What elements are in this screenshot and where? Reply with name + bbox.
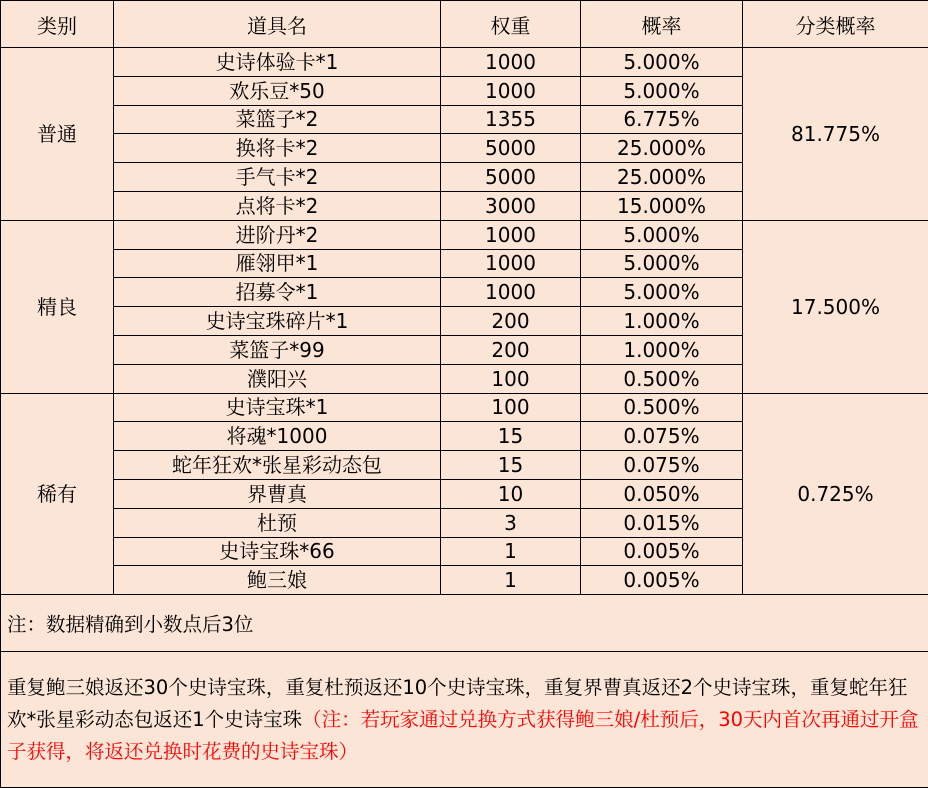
item-probability: 0.075%	[581, 422, 743, 451]
header-probability: 概率	[581, 1, 743, 48]
header-category: 类别	[1, 1, 114, 48]
item-probability: 1.000%	[581, 335, 743, 364]
item-probability: 25.000%	[581, 163, 743, 192]
item-weight: 100	[441, 364, 581, 393]
item-weight: 200	[441, 335, 581, 364]
item-name: 杜预	[114, 508, 441, 537]
category-probability-cell: 17.500%	[743, 220, 928, 393]
item-name: 鲍三娘	[114, 566, 441, 595]
item-weight: 10	[441, 479, 581, 508]
item-name: 点将卡*2	[114, 191, 441, 220]
item-name: 菜篮子*2	[114, 105, 441, 134]
item-weight: 3000	[441, 191, 581, 220]
item-weight: 1000	[441, 278, 581, 307]
item-name: 招募令*1	[114, 278, 441, 307]
item-probability: 5.000%	[581, 76, 743, 105]
item-name: 雁翎甲*1	[114, 249, 441, 278]
table-row	[1, 220, 928, 249]
item-probability: 0.005%	[581, 537, 743, 566]
item-probability: 5.000%	[581, 278, 743, 307]
header-category-probability: 分类概率	[743, 1, 928, 48]
item-probability: 0.050%	[581, 479, 743, 508]
item-weight: 1000	[441, 249, 581, 278]
category-cell: 普通	[1, 48, 114, 221]
item-probability: 0.075%	[581, 451, 743, 480]
item-name: 界曹真	[114, 479, 441, 508]
category-probability-cell: 81.775%	[743, 48, 928, 221]
item-probability: 5.000%	[581, 249, 743, 278]
category-cell: 精良	[1, 220, 114, 393]
header-weight: 权重	[441, 1, 581, 48]
header-item-name: 道具名	[114, 1, 441, 48]
item-weight: 5000	[441, 163, 581, 192]
item-name: 进阶丹*2	[114, 220, 441, 249]
item-weight: 200	[441, 307, 581, 336]
category-cell: 稀有	[1, 393, 114, 595]
item-name: 史诗宝珠碎片*1	[114, 307, 441, 336]
table-row	[1, 393, 928, 422]
item-name: 史诗体验卡*1	[114, 48, 441, 77]
item-name: 手气卡*2	[114, 163, 441, 192]
item-probability: 5.000%	[581, 48, 743, 77]
item-probability: 0.005%	[581, 566, 743, 595]
refund-description: 重复鲍三娘返还30个史诗宝珠，重复杜预返还10个史诗宝珠，重复界曹真返还2个史诗宝珠，重复蛇年狂欢*张星彩动态包返还1个史诗宝珠	[7, 675, 908, 731]
item-weight: 1	[441, 537, 581, 566]
item-weight: 1000	[441, 76, 581, 105]
description-row	[1, 652, 928, 788]
item-name: 菜篮子*99	[114, 335, 441, 364]
item-probability: 0.500%	[581, 393, 743, 422]
item-weight: 1000	[441, 220, 581, 249]
item-weight: 1	[441, 566, 581, 595]
category-probability-cell: 0.725%	[743, 393, 928, 595]
table-row	[1, 48, 928, 77]
item-probability: 25.000%	[581, 134, 743, 163]
item-name: 史诗宝珠*1	[114, 393, 441, 422]
item-name: 换将卡*2	[114, 134, 441, 163]
item-name: 蛇年狂欢*张星彩动态包	[114, 451, 441, 480]
item-weight: 100	[441, 393, 581, 422]
item-weight: 3	[441, 508, 581, 537]
item-probability: 1.000%	[581, 307, 743, 336]
item-name: 欢乐豆*50	[114, 76, 441, 105]
exchange-refund-note: （注：若玩家通过兑换方式获得鲍三娘/杜预后，30天内首次再通过开盒子获得，将返还兑换时花费的史诗宝珠）	[7, 707, 919, 763]
item-probability: 15.000%	[581, 191, 743, 220]
item-name: 将魂*1000	[114, 422, 441, 451]
item-name: 史诗宝珠*66	[114, 537, 441, 566]
item-weight: 15	[441, 451, 581, 480]
header-row	[1, 1, 928, 48]
precision-note: 注：数据精确到小数点后3位	[1, 595, 928, 652]
item-probability: 6.775%	[581, 105, 743, 134]
item-weight: 1000	[441, 48, 581, 77]
note-row	[1, 595, 928, 652]
description-cell	[1, 652, 928, 788]
item-weight: 15	[441, 422, 581, 451]
item-probability: 5.000%	[581, 220, 743, 249]
item-weight: 5000	[441, 134, 581, 163]
item-probability: 0.015%	[581, 508, 743, 537]
item-probability: 0.500%	[581, 364, 743, 393]
item-name: 濮阳兴	[114, 364, 441, 393]
item-weight: 1355	[441, 105, 581, 134]
